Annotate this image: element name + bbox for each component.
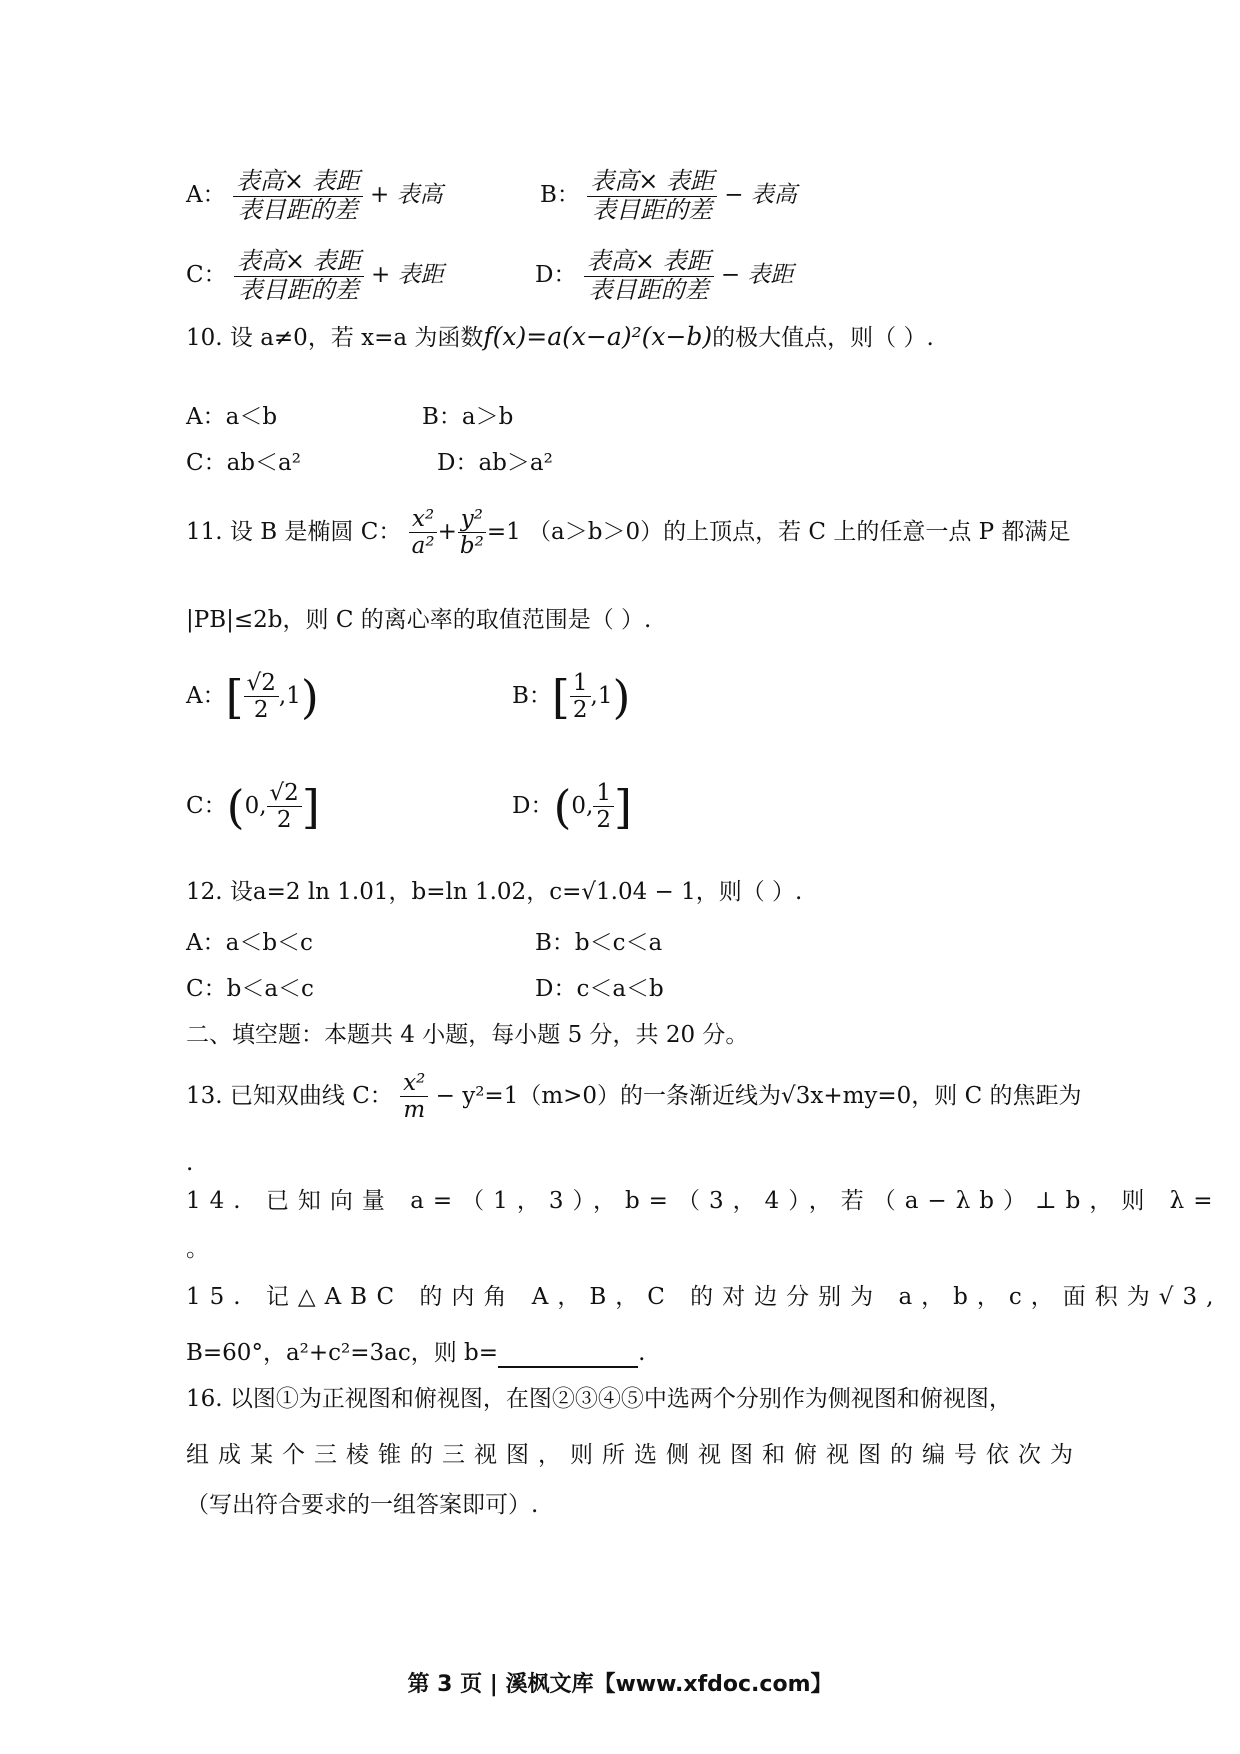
answer-blank [498,1344,638,1368]
q13-stem: 13. 已知双曲线 C： $\frac{\text{x²}}{m}$ − y²=1（m>0）的一条渐近线为√3x+my=0，则 C 的焦距为 [186,1070,1082,1124]
q11-ellipse-x-term: $\frac{\text{x²}}{\text{a²}}$ [409,506,438,560]
q14-stem: 14. 已知向量 a=（1，3），b=（3，4），若（a−λb）⊥b，则 λ= [186,1188,1222,1214]
q10-option-d: D：ab＞a² [437,450,553,476]
q9-fraction: $\frac{\text{表高× 表距}}{\text{表目距的差}}$ [587,168,717,224]
q11-option-c: C：(0, $\frac{√2}{2}$ ] [186,779,320,834]
q14-stem-line2: 。 [186,1236,209,1262]
q15-stem-line2: B=60°，a²+c²=3ac，则 b= . [186,1340,646,1366]
q11-ellipse-y-term: $\frac{\text{y²}}{\text{b²}}$ [457,506,487,560]
q11-stem-line2: |PB|≤2b，则 C 的离心率的取值范围是（ ）. [186,607,652,633]
q12-option-a: A：a＜b＜c [186,930,313,956]
q12-stem: 12. 设a=2 ln 1.01，b=ln 1.02，c=√1.04 − 1，则（ ）. [186,879,803,905]
q12-option-b: B：b＜c＜a [535,930,663,956]
q16-stem-line2: 组成某个三棱锥的三视图，则所选侧视图和俯视图的编号依次为 [186,1442,1082,1468]
q11-option-a: A：[ $\frac{√2}{2}$ ,1) [186,669,319,724]
q10-stem: 10. 设 a≠0，若 x=a 为函数f(x)=a(x−a)²(x−b)的极大值点，则（ ）. [186,322,934,351]
q9-option-a: A： $\frac{\text{表高× 表距}}{\text{表目距的差}}$ + 表高 [186,167,443,224]
q11-option-b: B：[ $\frac{1}{2}$ ,1) [512,669,631,724]
q9-fraction: $\frac{\text{表高× 表距}}{\text{表目距的差}}$ [584,248,714,304]
q9-fraction: $\frac{\text{表高× 表距}}{\text{表目距的差}}$ [234,248,364,304]
q9-option-c: C： $\frac{\text{表高× 表距}}{\text{表目距的差}}$ + 表距 [186,247,444,304]
q9-fraction: $\frac{\text{表高× 表距}}{\text{表目距的差}}$ [233,168,363,224]
q9-option-b: B： $\frac{\text{表高× 表距}}{\text{表目距的差}}$ − 表高 [540,167,797,224]
q10-option-b: B：a＞b [422,404,514,430]
section-title: 二、填空题：本题共 4 小题，每小题 5 分，共 20 分。 [186,1022,749,1048]
q10-option-c: C：ab＜a² [186,450,301,476]
q16-stem-line1: 16. 以图①为正视图和俯视图，在图②③④⑤中选两个分别作为侧视图和俯视图， [186,1386,1012,1412]
q11-stem: 11. 设 B 是椭圆 C： $\frac{\text{x²}}{\text{a²}}$ + $\frac{\text{y²}}{\text{b²}}$ =1 （a＞b＞0）的上顶点，若 C 上的任意一点 P 都满足 [186,506,1071,560]
q13-fraction: $\frac{\text{x²}}{m}$ [400,1070,428,1124]
q11-option-d: D：(0, $\frac{1}{2}$ ] [512,779,632,834]
q9-option-d: D： $\frac{\text{表高× 表距}}{\text{表目距的差}}$ − 表距 [535,247,794,304]
q12-option-c: C：b＜a＜c [186,976,314,1002]
q13-stem-line2: . [186,1150,194,1176]
q16-stem-line3: （写出符合要求的一组答案即可）. [186,1492,539,1518]
q12-option-d: D：c＜a＜b [535,976,664,1002]
q15-stem: 15. 记△ABC 的内角 A，B，C 的对边分别为 a，b，c，面积为√3, [186,1284,1223,1310]
page-footer: 第 3 页 | 溪枫文库【www.xfdoc.com】 [407,1672,833,1697]
q10-option-a: A：a＜b [186,404,278,430]
